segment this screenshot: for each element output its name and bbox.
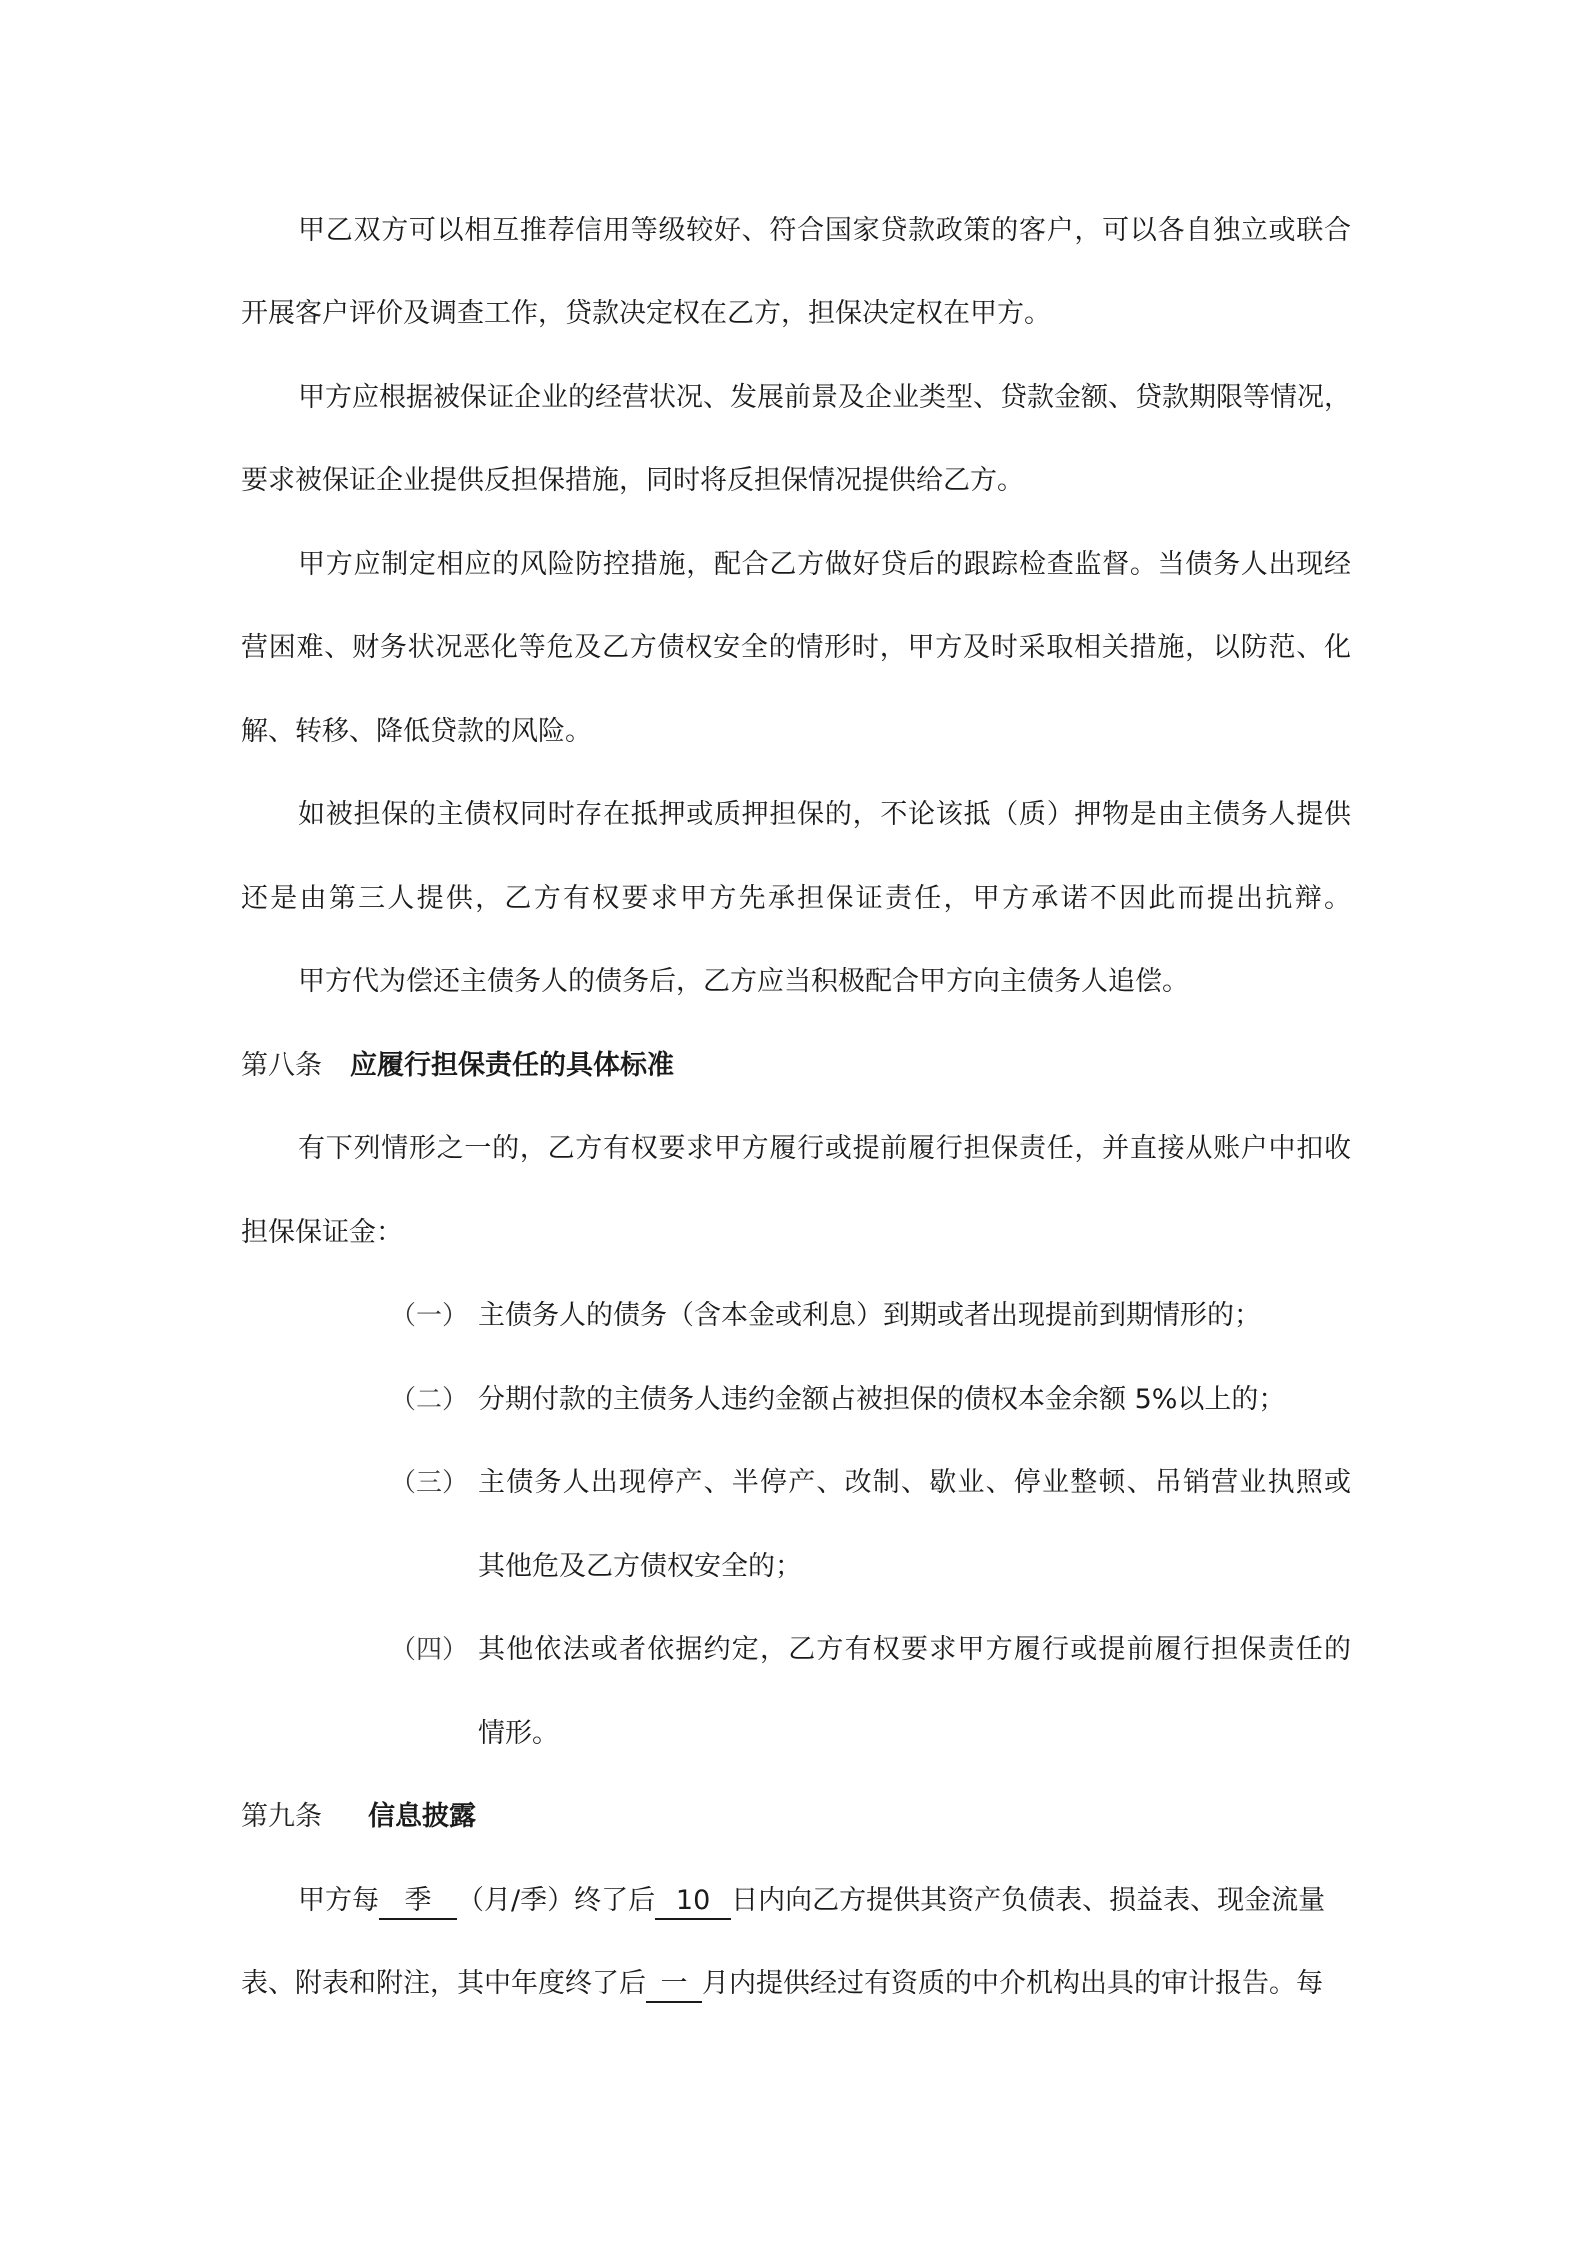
article-number: 第八条 xyxy=(241,1050,322,1081)
paragraph-line: 甲方应根据被保证企业的经营状况、发展前景及企业类型、贷款金额、贷款期限等情况， xyxy=(298,382,1351,413)
article-number: 第九条 xyxy=(241,1801,322,1832)
list-item-text: 主债务人的债务（含本金或利息）到期或者出现提前到期情形的； xyxy=(478,1300,1261,1331)
list-item-number: （四） xyxy=(390,1635,469,1665)
paragraph-line: 开展客户评价及调查工作，贷款决定权在乙方，担保决定权在甲方。 xyxy=(241,298,1051,329)
article-title: 信息披露 xyxy=(368,1801,476,1832)
paragraph-line: 甲方应制定相应的风险防控措施，配合乙方做好贷后的跟踪检查监督。当债务人出现经 xyxy=(298,549,1351,580)
text-segment: 月内提供经过有资质的中介机构出具的审计报告。每 xyxy=(702,1968,1323,1999)
text-segment: 甲方每 xyxy=(298,1885,379,1916)
list-item-number: （三） xyxy=(390,1468,469,1498)
text-segment: 表、附表和附注，其中年度终了后 xyxy=(241,1968,646,1999)
list-item-number: （二） xyxy=(390,1385,469,1415)
list-item-number: （一） xyxy=(390,1301,469,1331)
list-item-text: 其他危及乙方债权安全的； xyxy=(478,1551,802,1582)
list-item-text: 主债务人出现停产、半停产、改制、歇业、停业整顿、吊销营业执照或 xyxy=(478,1467,1351,1498)
paragraph-line: 解、转移、降低贷款的风险。 xyxy=(241,716,592,747)
paragraph-line: 要求被保证企业提供反担保措施，同时将反担保情况提供给乙方。 xyxy=(241,465,1024,496)
fill-blank-days: 10 xyxy=(655,1884,731,1920)
article-9-heading xyxy=(241,1797,476,1837)
paragraph-line: 营困难、财务状况恶化等危及乙方债权安全的情形时，甲方及时采取相关措施，以防范、化 xyxy=(241,632,1351,663)
fill-blank-months: 一 xyxy=(646,1967,702,2003)
paragraph-line xyxy=(298,1881,1325,1921)
paragraph-line: 还是由第三人提供，乙方有权要求甲方先承担保证责任，甲方承诺不因此而提出抗辩。 xyxy=(241,883,1351,914)
article-title: 应履行担保责任的具体标准 xyxy=(350,1050,674,1081)
article-8-heading xyxy=(241,1046,674,1086)
list-item-text: 其他依法或者依据约定，乙方有权要求甲方履行或提前履行担保责任的 xyxy=(478,1634,1351,1665)
fill-blank-period: 季 xyxy=(379,1884,457,1920)
list-item-text: 分期付款的主债务人违约金额占被担保的债权本金余额 5%以上的； xyxy=(478,1384,1286,1415)
paragraph-line: 甲方代为偿还主债务人的债务后，乙方应当积极配合甲方向主债务人追偿。 xyxy=(298,966,1189,997)
paragraph-line: 如被担保的主债权同时存在抵押或质押担保的，不论该抵（质）押物是由主债务人提供 xyxy=(298,799,1351,830)
text-segment: （月/季）终了后 xyxy=(457,1885,656,1916)
paragraph-line xyxy=(241,1964,1323,2004)
paragraph-line: 甲乙双方可以相互推荐信用等级较好、符合国家贷款政策的客户，可以各自独立或联合 xyxy=(298,215,1351,246)
list-item-text: 情形。 xyxy=(478,1718,559,1749)
paragraph-line: 担保保证金： xyxy=(241,1217,403,1248)
paragraph-line: 有下列情形之一的，乙方有权要求甲方履行或提前履行担保责任，并直接从账户中扣收 xyxy=(298,1133,1351,1164)
text-segment: 日内向乙方提供其资产负债表、损益表、现金流量 xyxy=(731,1885,1326,1916)
